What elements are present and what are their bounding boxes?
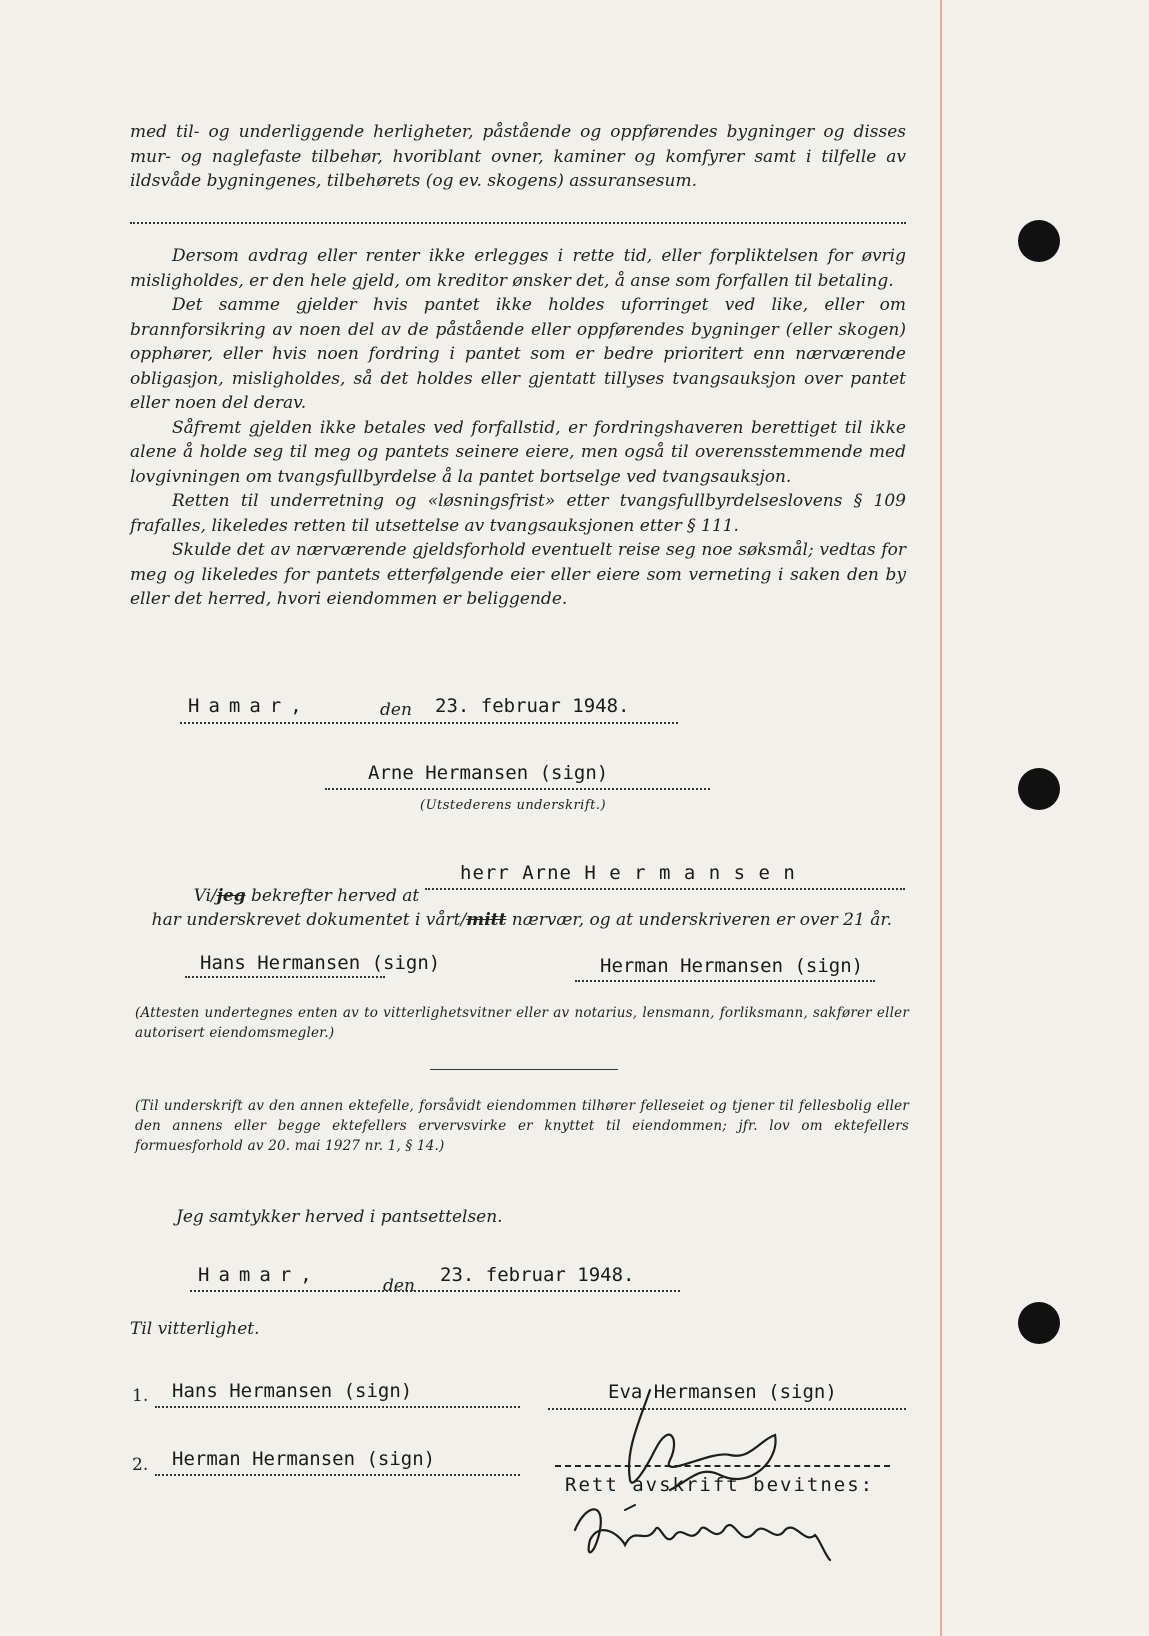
consent-date: 23. februar 1948. <box>440 1264 635 1286</box>
terms-paragraph-default: Dersom avdrag eller renter ikke erlegges i rette tid, eller forpliktelsen for øvrig misligholdes, er den hele gjeld, om kreditor ønsker det, å anse som forfallen til betaling. <box>130 246 906 291</box>
consent-witness-2-dotted-line <box>155 1474 520 1476</box>
terms-paragraph-notice: Retten til underretning og «løsningsfrist» etter tvangsfullbyrdelseslovens § 109 frafalles, likeledes retten til utsettelse av tvangsauksjonen etter § 111. <box>130 491 906 536</box>
den-label: den <box>380 700 412 720</box>
certification-text: Rett avskrift bevitnes: <box>565 1474 875 1496</box>
spouse-note: (Til underskrift av den annen ektefelle, forsåvidt eiendommen tilhører felleseiet og tjener til fellesbolig eller den annens eller begge ektefellers ervervsvirke er knyttet til eiendommen; jfr. lov om ektefellers formuesforhold av 20. mai 1927 nr. 1, § 14.) <box>135 1098 909 1154</box>
witness-1-dotted-line <box>185 976 385 978</box>
margin-line <box>940 0 942 1636</box>
terms-paragraph-enforcement: Såfremt gjelden ikke betales ved forfallstid, er fordringshaveren berettiget til ikke alene å holde seg til meg og pantets seinere eiere, men også til overensstemmende med lovgivningen om tvangsfullbyrdelse å la pantet bortselge ved tvangsauksjon. <box>130 417 906 487</box>
issue-place: Hamar, <box>188 695 311 717</box>
intro-paragraph: med til- og underliggende herligheter, påstående og oppførendes bygninger og disses mur- og naglefaste tilbehør, hvoriblant ovner, kaminer og komfyrer samt i tilfelle av ildsvåde bygningenes, tilbehørets (og ev. skogens) assuransesum. <box>130 122 906 191</box>
punch-hole <box>1018 768 1060 810</box>
consent-place: Hamar, <box>198 1264 321 1286</box>
attestation-note: (Attesten undertegnes enten av to vitterlighetsvitner eller av notarius, lensmann, forliksmann, sakfører eller autorisert eiendomsmegler.) <box>135 1005 909 1041</box>
issuer-dotted-line <box>325 788 710 790</box>
witness-number-2: 2. <box>132 1455 149 1475</box>
consent-witness-2: Herman Hermansen (sign) <box>172 1448 436 1470</box>
terms-block <box>130 244 906 612</box>
punch-hole <box>1018 220 1060 262</box>
handwritten-signature <box>565 1490 845 1570</box>
terms-paragraph-insurance: Det samme gjelder hvis pantet ikke holdes uforringet ved like, eller om brannforsikring av noen del av de påstående eller oppførendes bygninger (eller skogen) opphører, eller hvis noen fordring i pantet som er bedre prioritert enn nærværende obligasjon, misligholdes, så det holdes eller gjentatt tillyses tvangsauksjon over pantet eller noen del derav. <box>130 295 906 413</box>
issue-date: 23. februar 1948. <box>435 695 630 717</box>
spouse-signature: Eva Hermansen (sign) <box>608 1381 837 1403</box>
struck-word: mitt <box>466 910 507 930</box>
consent-text: Jeg samtykker herved i pantsettelsen. <box>176 1207 503 1227</box>
consent-date-dotted-line <box>190 1290 680 1292</box>
witnessed-name: herr Arne H e r m a n s e n <box>460 862 796 884</box>
witness-signature-2: Herman Hermansen (sign) <box>600 955 864 977</box>
witness-line-2: har underskrevet dokumentet i vårt/mitt nærvær, og at underskriveren er over 21 år. <box>151 910 892 930</box>
witness-number-1: 1. <box>132 1386 149 1406</box>
consent-den-label: den <box>383 1276 415 1296</box>
struck-word: jeg <box>216 886 246 906</box>
separator-rule <box>430 1069 618 1070</box>
witness-2-dotted-line <box>575 980 875 982</box>
witness-signature-1: Hans Hermansen (sign) <box>200 952 441 974</box>
til-vitterlighet-label: Til vitterlighet. <box>130 1319 260 1339</box>
witness-line-1: Vi/jeg bekrefter herved at <box>193 886 420 906</box>
consent-witness-1: Hans Hermansen (sign) <box>172 1380 413 1402</box>
dotted-fill-line <box>130 222 906 224</box>
date-dotted-line <box>180 722 678 724</box>
issuer-signature: Arne Hermansen (sign) <box>368 762 609 784</box>
issuer-caption: (Utstederens underskrift.) <box>420 798 607 813</box>
consent-witness-1-dotted-line <box>155 1406 520 1408</box>
terms-paragraph-venue: Skulde det av nærværende gjeldsforhold eventuelt reise seg noe søksmål; vedtas for meg og likeledes for pantets etterfølgende eier eller eiere som verneting i saken den by eller det herred, hvori eiendommen er beliggende. <box>130 540 906 609</box>
punch-hole <box>1018 1302 1060 1344</box>
